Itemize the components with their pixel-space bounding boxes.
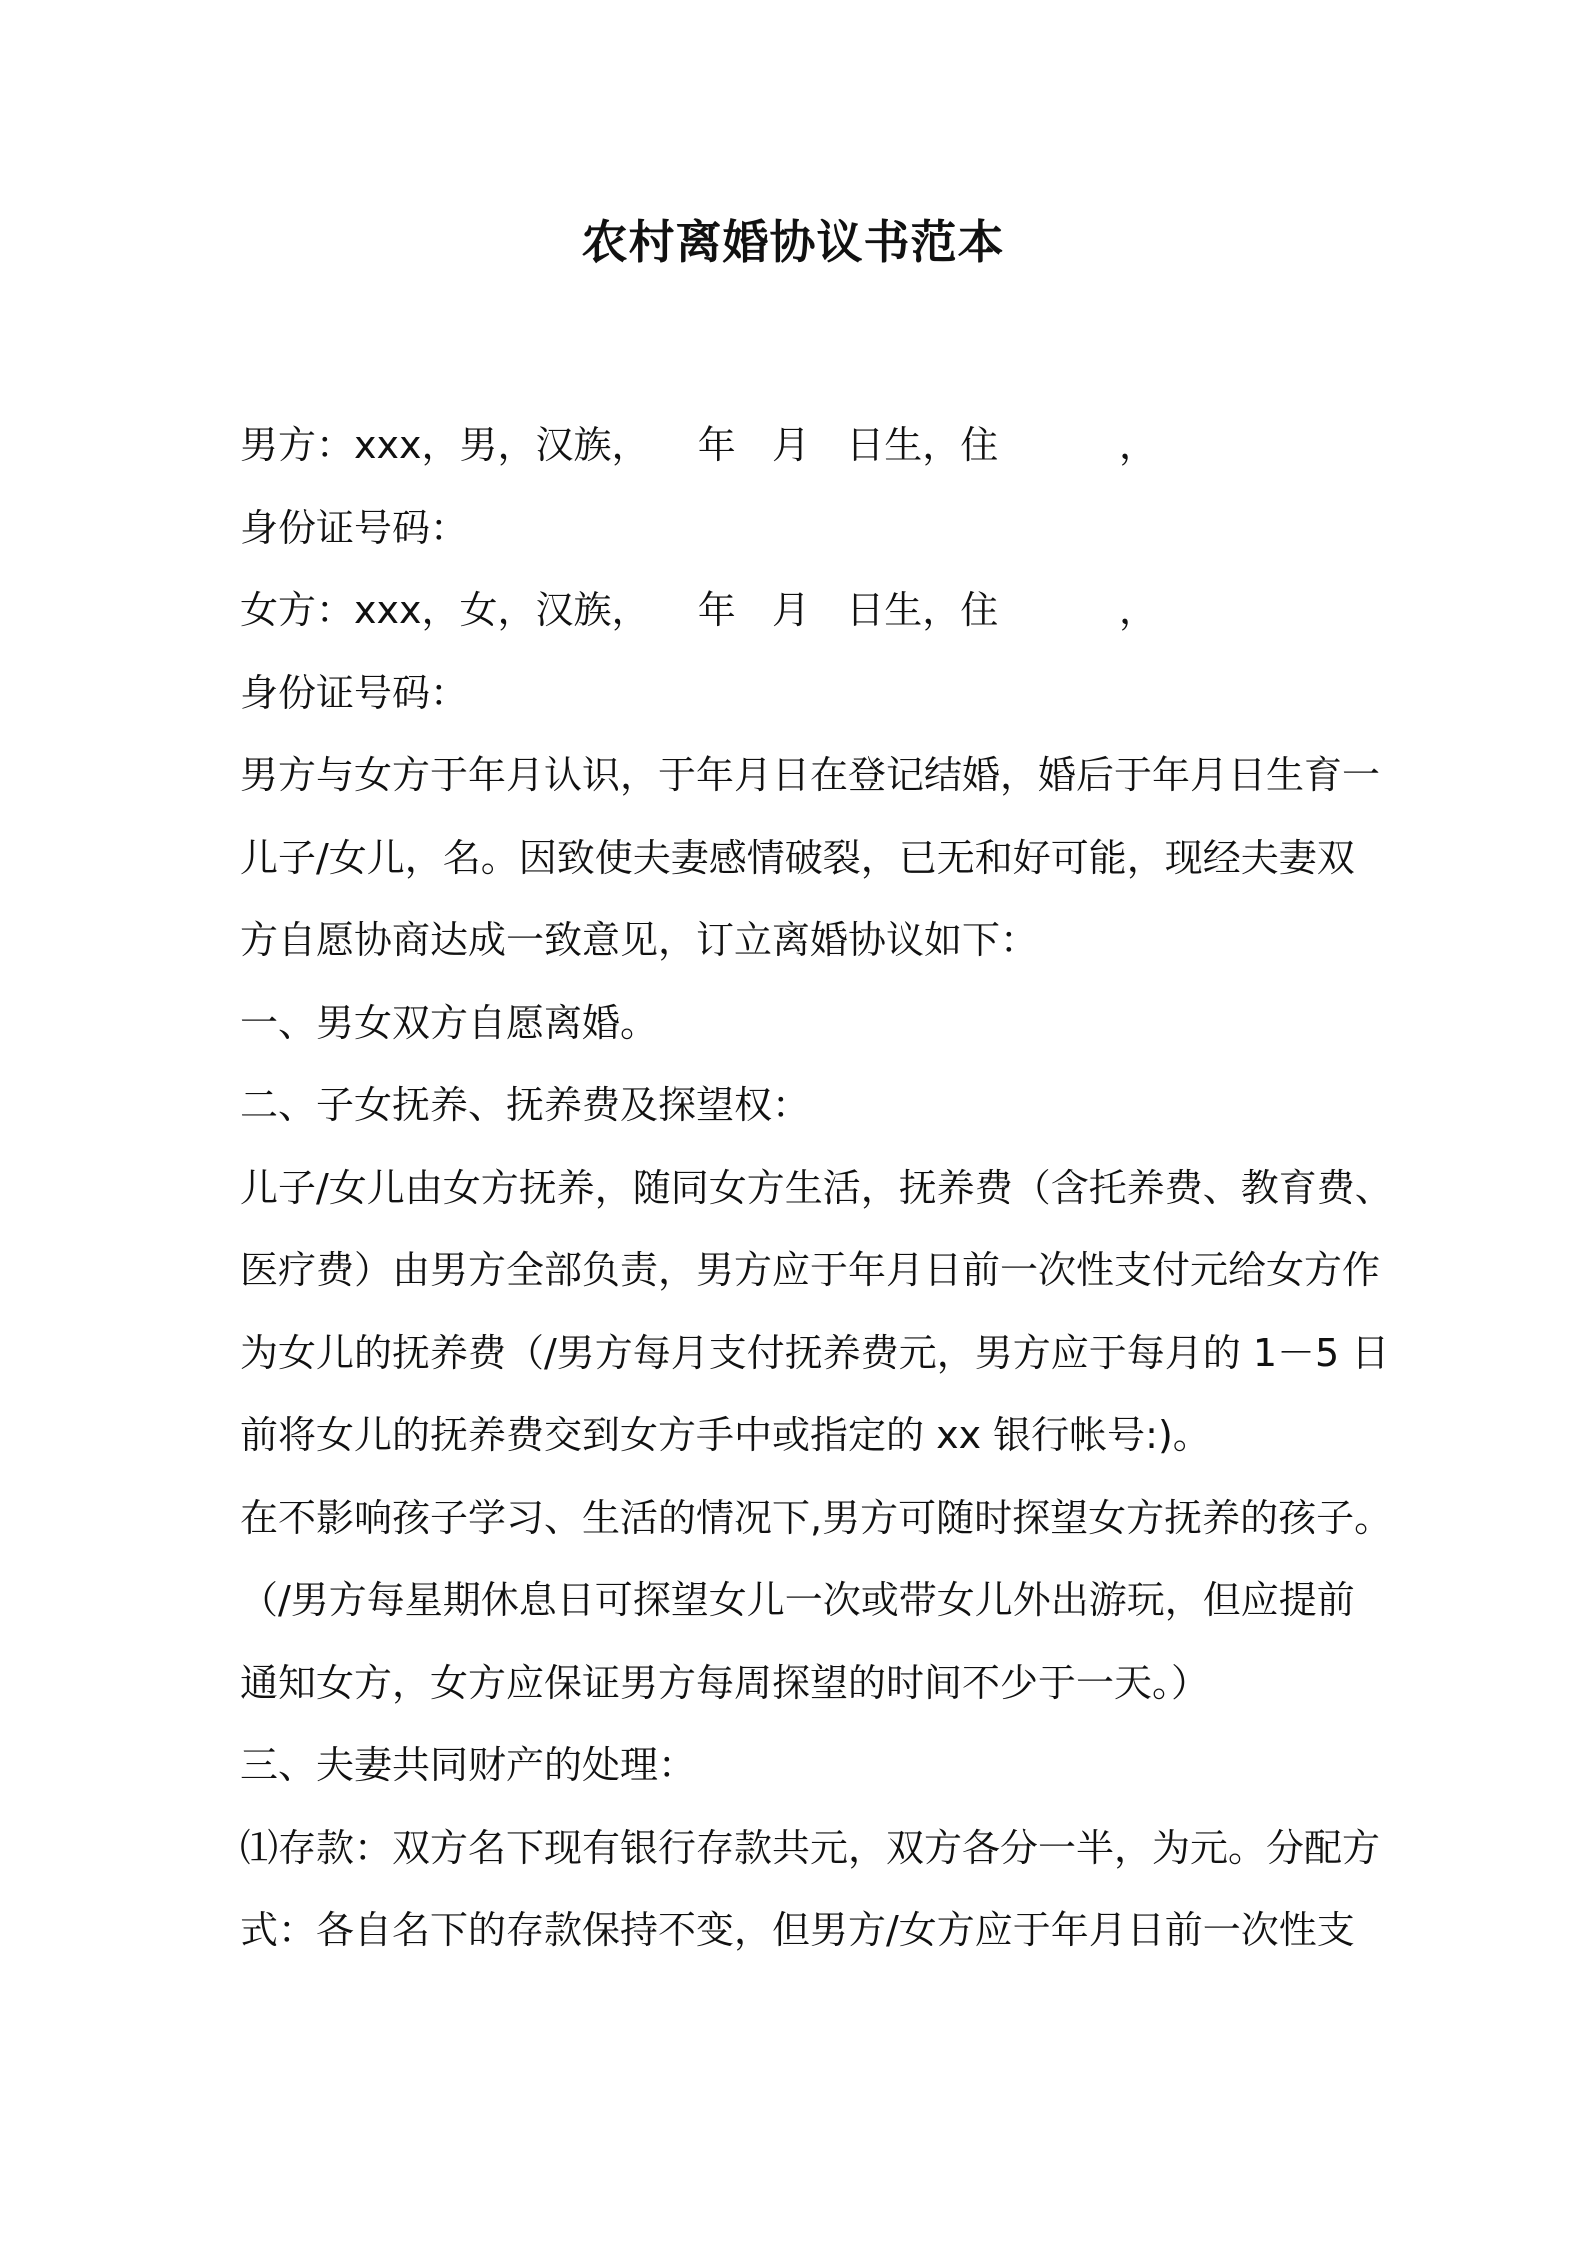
- section-heading-3: 三、夫妻共同财产的处理：: [240, 1743, 697, 1787]
- section-heading-1: 一、男女双方自愿离婚。: [240, 1000, 659, 1045]
- wife-info-line: 女方：xxx，女，汉族， 年 月 日生，住 ，: [240, 588, 1158, 632]
- husband-id-line: 身份证号码：: [240, 505, 469, 550]
- paragraph-line: 式：各自名下的存款保持不变，但男方/女方应于年月日前一次性支: [240, 1908, 1355, 1952]
- paragraph-line: 为女儿的抚养费（/男方每月支付抚养费元，男方应于每月的 1－5 日: [240, 1330, 1390, 1375]
- document-title: 农村离婚协议书范本: [581, 215, 1005, 269]
- paragraph-line: 男方与女方于年月认识，于年月日在登记结婚，婚后于年月日生育一: [240, 753, 1381, 797]
- document-body: [240, 404, 1393, 1972]
- paragraph-line: 方自愿协商达成一致意见，订立离婚协议如下：: [240, 918, 1039, 962]
- paragraph-line: 医疗费）由男方全部负责，男方应于年月日前一次性支付元给女方作: [240, 1248, 1381, 1292]
- wife-id-line: 身份证号码：: [240, 670, 469, 715]
- paragraph-line: 通知女方，女方应保证男方每周探望的时间不少于一天。）: [240, 1660, 1210, 1705]
- paragraph-line: ⑴存款：双方名下现有银行存款共元，双方各分一半，为元。分配方: [240, 1825, 1381, 1870]
- husband-info-line: 男方：xxx，男，汉族， 年 月 日生，住 ，: [240, 423, 1158, 467]
- paragraph-line: （/男方每星期休息日可探望女儿一次或带女儿外出游玩，但应提前: [240, 1578, 1355, 1622]
- section-heading-2: 二、子女抚养、抚养费及探望权：: [240, 1083, 811, 1127]
- paragraph-line: 在不影响孩子学习、生活的情况下,男方可随时探望女方抚养的孩子。: [240, 1495, 1393, 1540]
- paragraph-line: 儿子/女儿，名。因致使夫妻感情破裂，已无和好可能，现经夫妻双: [240, 835, 1355, 880]
- paragraph-line: 前将女儿的抚养费交到女方手中或指定的 xx 银行帐号:)。: [240, 1413, 1211, 1457]
- paragraph-line: 儿子/女儿由女方抚养，随同女方生活，抚养费（含托养费、教育费、: [240, 1165, 1393, 1210]
